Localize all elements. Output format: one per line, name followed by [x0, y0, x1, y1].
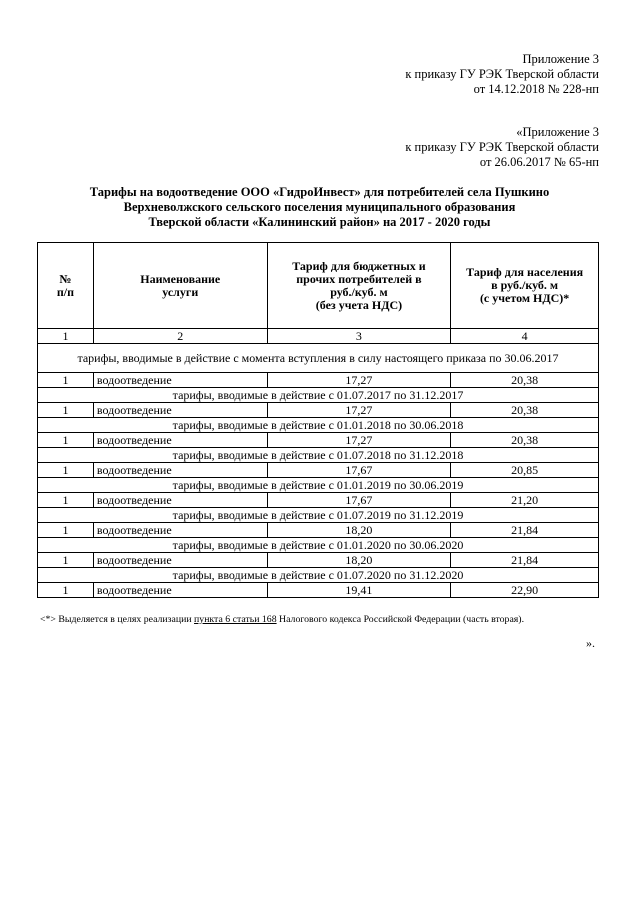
header-num: № п/п: [38, 243, 94, 329]
budget-tariff: 18,20: [267, 523, 451, 538]
period-row: [38, 478, 599, 493]
appendix-header-current: [405, 52, 599, 97]
table-row: [38, 403, 599, 418]
budget-tariff: 17,27: [267, 403, 451, 418]
row-number: 1: [38, 403, 94, 418]
population-tariff: 21,20: [451, 493, 599, 508]
budget-tariff: 19,41: [267, 583, 451, 598]
header-service: Наименование услуги: [93, 243, 267, 329]
table-row: [38, 523, 599, 538]
service-name: водоотведение: [93, 463, 267, 478]
closing-quote: ».: [586, 636, 595, 650]
row-number: 1: [38, 493, 94, 508]
period-row: [38, 344, 599, 373]
period-row: [38, 388, 599, 403]
title-line: Тарифы на водоотведение ООО «ГидроИнвест» для потребителей села Пушкино: [89, 185, 550, 199]
row-number: 1: [38, 523, 94, 538]
period-row: [38, 568, 599, 583]
period-label: тарифы, вводимые в действие с 01.01.2018 по 30.06.2018: [38, 418, 599, 433]
table-row: [38, 433, 599, 448]
column-number: 3: [267, 329, 451, 344]
table-row: [38, 463, 599, 478]
header-population-tariff: Тариф для населения в руб./куб. м (с учетом НДС)*: [451, 243, 599, 329]
service-name: водоотведение: [93, 493, 267, 508]
period-row: [38, 418, 599, 433]
row-number: 1: [38, 463, 94, 478]
population-tariff: 20,85: [451, 463, 599, 478]
period-row: [38, 448, 599, 463]
column-number: 4: [451, 329, 599, 344]
period-label: тарифы, вводимые в действие с 01.07.2018 по 31.12.2018: [38, 448, 599, 463]
service-name: водоотведение: [93, 583, 267, 598]
period-label: тарифы, вводимые в действие с 01.01.2020 по 30.06.2020: [38, 538, 599, 553]
table-row: [38, 553, 599, 568]
table-row: [38, 583, 599, 598]
column-number: 2: [93, 329, 267, 344]
header-line: от 14.12.2018 № 228-нп: [473, 82, 599, 96]
period-label: тарифы, вводимые в действие с 01.07.2020 по 31.12.2020: [38, 568, 599, 583]
budget-tariff: 18,20: [267, 553, 451, 568]
population-tariff: 20,38: [451, 373, 599, 388]
period-label: тарифы, вводимые в действие с 01.07.2019 по 31.12.2019: [38, 508, 599, 523]
period-row: [38, 508, 599, 523]
service-name: водоотведение: [93, 373, 267, 388]
title-line: Тверской области «Калининский район» на 2017 - 2020 годы: [148, 215, 491, 229]
header-line: «Приложение 3: [516, 125, 599, 139]
budget-tariff: 17,67: [267, 463, 451, 478]
population-tariff: 22,90: [451, 583, 599, 598]
service-name: водоотведение: [93, 433, 267, 448]
service-name: водоотведение: [93, 523, 267, 538]
document-title: [40, 185, 599, 230]
table-header-row: [38, 243, 599, 329]
footnote-text: <*> Выделяется в целях реализации: [40, 614, 195, 625]
header-line: Приложение 3: [522, 52, 599, 66]
row-number: 1: [38, 373, 94, 388]
tariff-table: [37, 242, 599, 598]
column-number: 1: [38, 329, 94, 344]
footnote-text-end: Налогового кодекса Российской Федерации (часть вторая).: [276, 614, 525, 625]
header-line: от 26.06.2017 № 65-нп: [479, 155, 599, 169]
population-tariff: 20,38: [451, 403, 599, 418]
table-row: [38, 493, 599, 508]
footnote-link[interactable]: пункта 6 статьи 168: [194, 614, 277, 625]
row-number: 1: [38, 433, 94, 448]
header-line: к приказу ГУ РЭК Тверской области: [405, 67, 599, 81]
budget-tariff: 17,27: [267, 433, 451, 448]
row-number: 1: [38, 553, 94, 568]
population-tariff: 21,84: [451, 523, 599, 538]
period-label: тарифы, вводимые в действие с 01.07.2017 по 31.12.2017: [38, 388, 599, 403]
table-row: [38, 373, 599, 388]
period-label: тарифы, вводимые в действие с 01.01.2019 по 30.06.2019: [38, 478, 599, 493]
header-line: к приказу ГУ РЭК Тверской области: [405, 140, 599, 154]
title-line: Верхневолжского сельского поселения муниципального образования: [123, 200, 516, 214]
budget-tariff: 17,27: [267, 373, 451, 388]
header-budget-tariff: Тариф для бюджетных и прочих потребителей в руб./куб. м (без учета НДС): [267, 243, 451, 329]
population-tariff: 21,84: [451, 553, 599, 568]
footnote: [40, 614, 524, 626]
service-name: водоотведение: [93, 553, 267, 568]
appendix-header-previous: [405, 125, 599, 170]
period-label: тарифы, вводимые в действие с момента вступления в силу настоящего приказа по 30.06.2017: [38, 344, 599, 373]
population-tariff: 20,38: [451, 433, 599, 448]
service-name: водоотведение: [93, 403, 267, 418]
period-row: [38, 538, 599, 553]
row-number: 1: [38, 583, 94, 598]
budget-tariff: 17,67: [267, 493, 451, 508]
column-number-row: [38, 329, 599, 344]
